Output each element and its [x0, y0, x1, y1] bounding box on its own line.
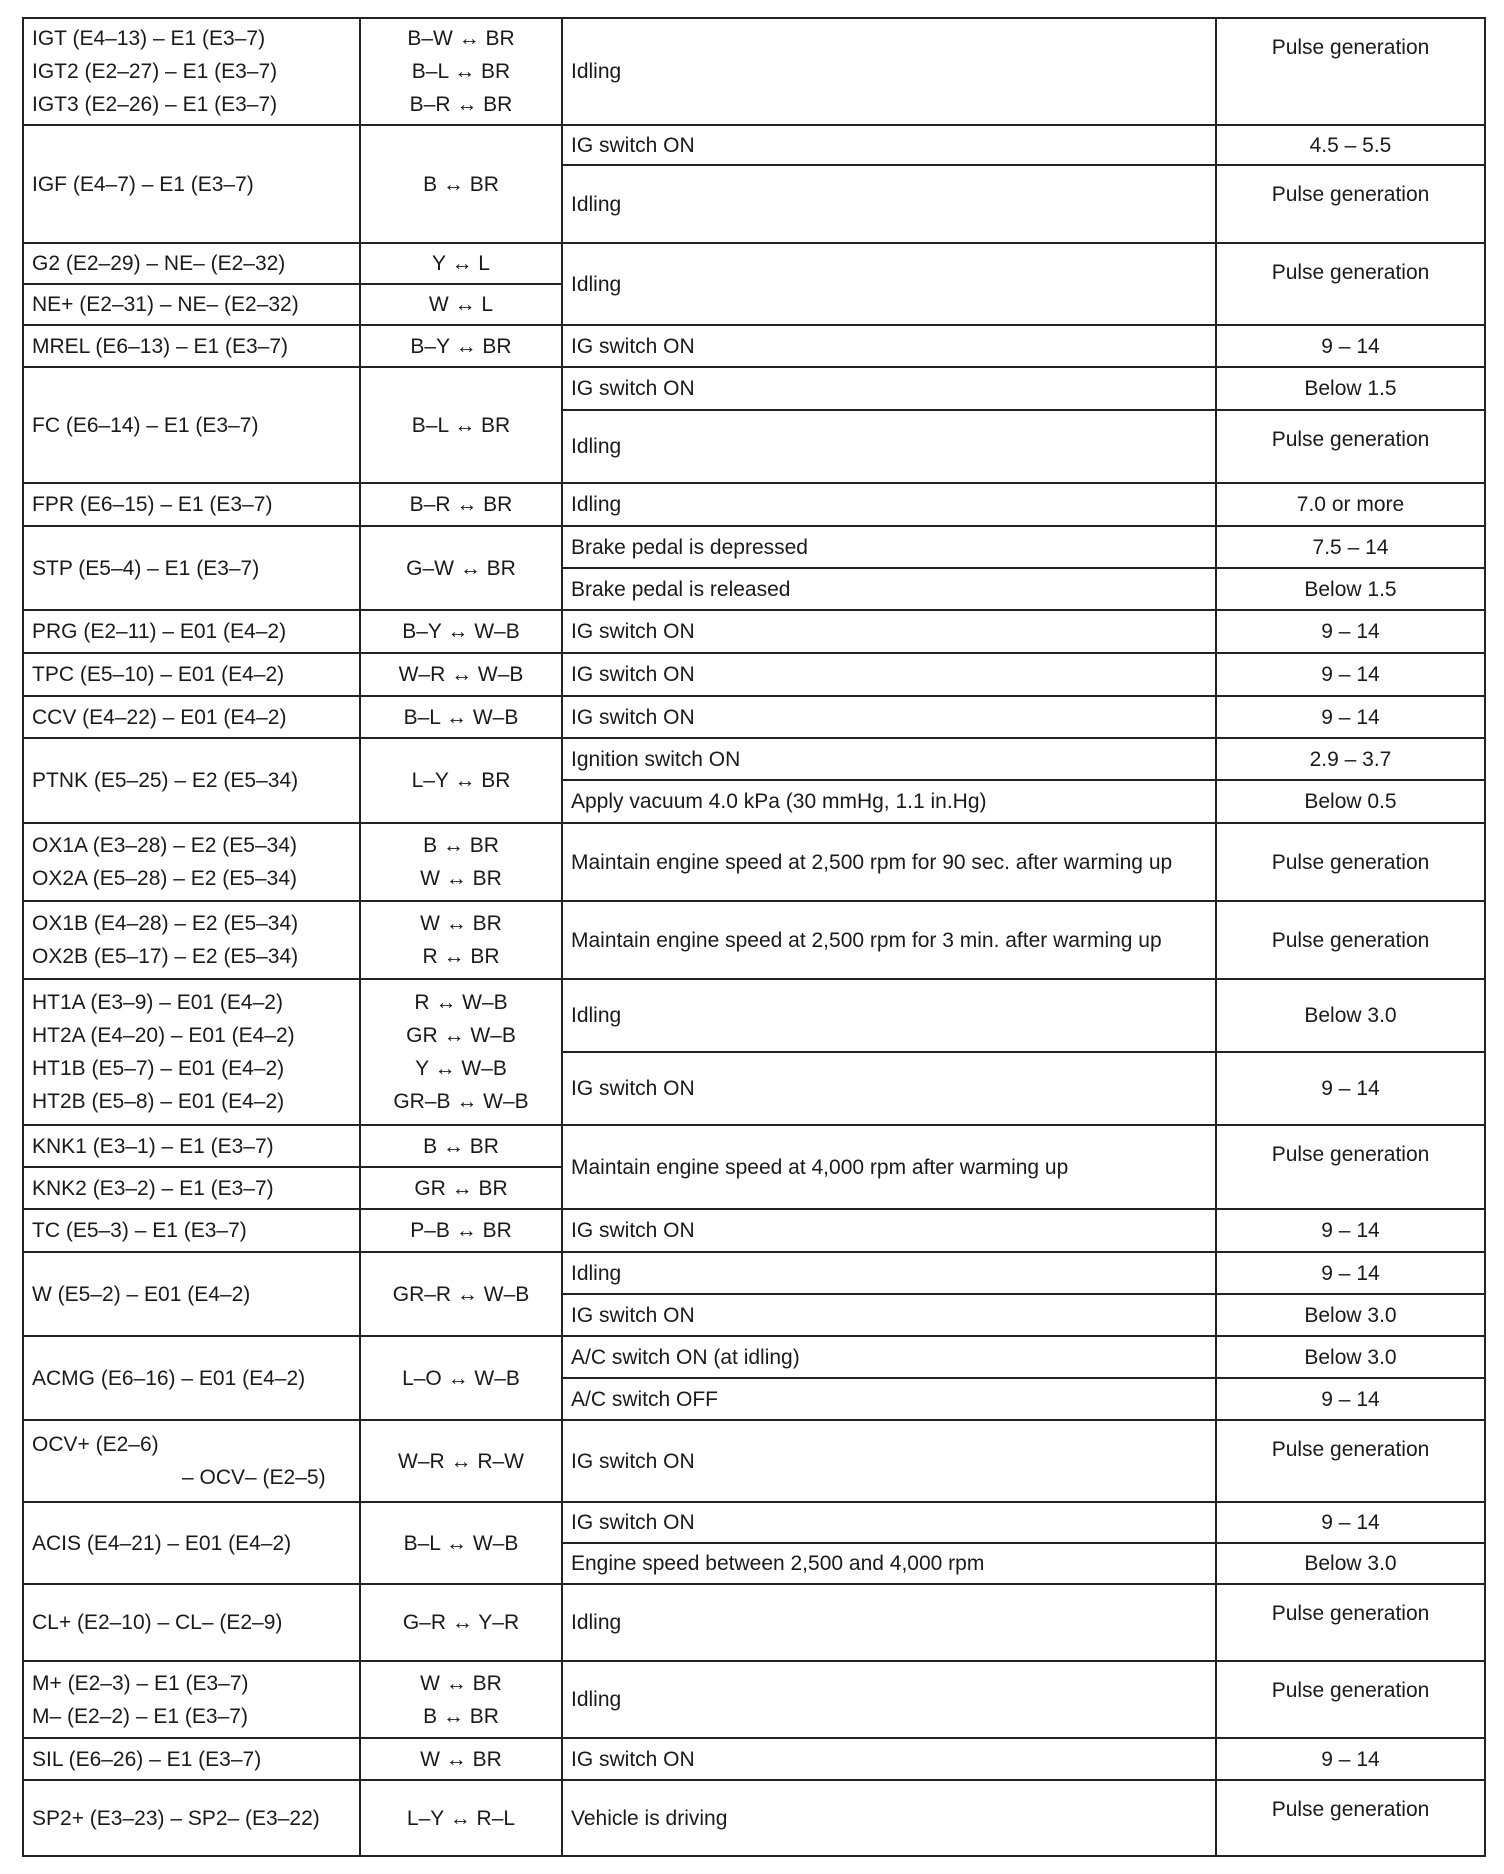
condition-cell: Engine speed between 2,500 and 4,000 rpm: [562, 1543, 1216, 1584]
wiring-label: GR ↔ W–B: [406, 1024, 516, 1047]
wiring-cell: GR ↔ BR: [360, 1167, 562, 1209]
wiring-cell: W ↔ L: [360, 284, 562, 325]
terminal-cell: PRG (E2–11) – E01 (E4–2): [23, 610, 360, 653]
table-row: [23, 1738, 1485, 1780]
terminal-label: OX1B (E4–28) – E2 (E5–34): [32, 912, 299, 935]
table-row: [23, 325, 1485, 367]
specified-cell: Pulse generation: [1216, 1661, 1485, 1738]
terminal-cell: CCV (E4–22) – E01 (E4–2): [23, 696, 360, 738]
specified-cell: Pulse generation: [1216, 410, 1485, 483]
terminal-label: M– (E2–2) – E1 (E3–7): [32, 1704, 248, 1728]
condition-cell: Idling: [562, 18, 1216, 125]
specified-cell: Pulse generation: [1216, 18, 1485, 125]
table-row: [23, 653, 1485, 696]
wiring-cell: B–L ↔ BR: [360, 367, 562, 483]
table-row: [23, 610, 1485, 653]
terminal-cell: [23, 979, 360, 1125]
wiring-cell: L–O ↔ W–B: [360, 1336, 562, 1420]
terminal-cell: TC (E5–3) – E1 (E3–7): [23, 1209, 360, 1252]
specified-cell: 9 – 14: [1216, 1378, 1485, 1420]
terminal-label: OX2B (E5–17) – E2 (E5–34): [32, 945, 299, 968]
wiring-cell: G–W ↔ BR: [360, 526, 562, 610]
terminal-cell: STP (E5–4) – E1 (E3–7): [23, 526, 360, 610]
wiring-cell: [360, 1661, 562, 1738]
wiring-cell: [360, 823, 562, 901]
specified-cell: Pulse generation: [1216, 1780, 1485, 1856]
condition-cell: IG switch ON: [562, 1502, 1216, 1543]
terminal-cell: ACIS (E4–21) – E01 (E4–2): [23, 1502, 360, 1584]
table-row: [23, 1584, 1485, 1661]
table-row: [23, 1780, 1485, 1856]
terminal-label: OX2A (E5–28) – E2 (E5–34): [32, 867, 297, 890]
wiring-cell: B ↔ BR: [360, 1125, 562, 1167]
condition-cell: IG switch ON: [562, 1420, 1216, 1502]
specified-cell: Below 3.0: [1216, 979, 1485, 1052]
table-row: [23, 18, 1485, 125]
specified-cell: Pulse generation: [1216, 243, 1485, 325]
wiring-cell: B–R ↔ BR: [360, 483, 562, 526]
condition-cell: Brake pedal is released: [562, 568, 1216, 610]
wiring-label: W ↔ BR: [420, 1671, 502, 1695]
condition-cell: Ignition switch ON: [562, 738, 1216, 780]
terminal-cell: FC (E6–14) – E1 (E3–7): [23, 367, 360, 483]
specified-cell: Pulse generation: [1216, 165, 1485, 243]
wiring-label: R ↔ W–B: [414, 991, 508, 1014]
specified-cell: 9 – 14: [1216, 1252, 1485, 1294]
wiring-label: GR–B ↔ W–B: [393, 1090, 529, 1113]
condition-cell: Maintain engine speed at 4,000 rpm after warming up: [562, 1125, 1216, 1209]
specified-cell: 9 – 14: [1216, 1502, 1485, 1543]
specified-cell: Below 1.5: [1216, 568, 1485, 610]
condition-cell: Idling: [562, 243, 1216, 325]
wiring-label: B–W ↔ BR: [407, 27, 515, 50]
specified-cell: Below 3.0: [1216, 1294, 1485, 1336]
wiring-cell: W ↔ BR: [360, 1738, 562, 1780]
terminal-cell: [23, 1420, 360, 1502]
wiring-label: B–L ↔ BR: [411, 60, 511, 83]
specified-cell: Pulse generation: [1216, 1125, 1485, 1209]
table-row: [23, 483, 1485, 526]
specified-cell: 9 – 14: [1216, 325, 1485, 367]
specified-cell: 7.5 – 14: [1216, 526, 1485, 568]
wiring-cell: L–Y ↔ R–L: [360, 1780, 562, 1856]
specified-cell: 4.5 – 5.5: [1216, 125, 1485, 165]
condition-cell: Idling: [562, 1661, 1216, 1738]
specified-cell: Pulse generation: [1216, 1584, 1485, 1661]
specified-cell: 7.0 or more: [1216, 483, 1485, 526]
table-row: [23, 1252, 1485, 1294]
terminal-label: IGT2 (E2–27) – E1 (E3–7): [32, 60, 278, 83]
terminal-cell: [23, 901, 360, 979]
table-row: [23, 1336, 1485, 1378]
wiring-cell: L–Y ↔ BR: [360, 738, 562, 823]
condition-cell: Idling: [562, 165, 1216, 243]
terminal-label: – OCV– (E2–5): [182, 1466, 326, 1489]
table-row: [23, 738, 1485, 780]
table-row: [23, 901, 1485, 979]
condition-cell: IG switch ON: [562, 1209, 1216, 1252]
terminal-cell: [23, 823, 360, 901]
wiring-cell: [360, 901, 562, 979]
terminal-cell: TPC (E5–10) – E01 (E4–2): [23, 653, 360, 696]
wiring-label: R ↔ BR: [422, 945, 500, 968]
terminal-cell: [23, 18, 360, 125]
table-row: [23, 1125, 1485, 1167]
terminal-label: OX1A (E3–28) – E2 (E5–34): [32, 834, 297, 857]
wiring-label: Y ↔ W–B: [415, 1057, 507, 1080]
wiring-cell: B–L ↔ W–B: [360, 696, 562, 738]
terminal-cell: SP2+ (E3–23) – SP2– (E3–22): [23, 1780, 360, 1856]
wiring-cell: G–R ↔ Y–R: [360, 1584, 562, 1661]
specified-cell: Below 1.5: [1216, 367, 1485, 410]
specified-cell: Pulse generation: [1216, 1420, 1485, 1502]
table-row: [23, 696, 1485, 738]
wiring-cell: [360, 18, 562, 125]
terminal-cell: G2 (E2–29) – NE– (E2–32): [23, 243, 360, 284]
condition-cell: IG switch ON: [562, 1052, 1216, 1125]
specified-cell: Pulse generation: [1216, 901, 1485, 979]
specified-cell: 9 – 14: [1216, 610, 1485, 653]
terminal-label: HT1B (E5–7) – E01 (E4–2): [32, 1057, 285, 1080]
terminal-label: HT1A (E3–9) – E01 (E4–2): [32, 991, 283, 1014]
terminal-cell: PTNK (E5–25) – E2 (E5–34): [23, 738, 360, 823]
condition-cell: IG switch ON: [562, 696, 1216, 738]
table-row: [23, 125, 1485, 165]
specified-cell: 9 – 14: [1216, 1738, 1485, 1780]
condition-cell: Idling: [562, 1584, 1216, 1661]
table-row: [23, 526, 1485, 568]
condition-cell: IG switch ON: [562, 610, 1216, 653]
table-row: [23, 979, 1485, 1052]
condition-cell: IG switch ON: [562, 125, 1216, 165]
condition-cell: IG switch ON: [562, 1294, 1216, 1336]
wiring-cell: B ↔ BR: [360, 125, 562, 243]
terminal-cell: CL+ (E2–10) – CL– (E2–9): [23, 1584, 360, 1661]
terminal-cell: IGF (E4–7) – E1 (E3–7): [23, 125, 360, 243]
terminal-cell: KNK1 (E3–1) – E1 (E3–7): [23, 1125, 360, 1167]
wiring-cell: B–Y ↔ BR: [360, 325, 562, 367]
table-row: [23, 1502, 1485, 1543]
terminal-cell: SIL (E6–26) – E1 (E3–7): [23, 1738, 360, 1780]
condition-cell: A/C switch ON (at idling): [562, 1336, 1216, 1378]
specified-cell: Below 3.0: [1216, 1543, 1485, 1584]
terminal-label: IGT (E4–13) – E1 (E3–7): [32, 27, 266, 50]
wiring-label: B ↔ BR: [423, 1704, 499, 1728]
condition-cell: IG switch ON: [562, 325, 1216, 367]
table-row: [23, 243, 1485, 284]
condition-cell: Idling: [562, 1252, 1216, 1294]
condition-cell: A/C switch OFF: [562, 1378, 1216, 1420]
table-row: [23, 1420, 1485, 1502]
table-row: [23, 823, 1485, 901]
specified-cell: Below 0.5: [1216, 780, 1485, 823]
wiring-cell: GR–R ↔ W–B: [360, 1252, 562, 1336]
terminal-cell: KNK2 (E3–2) – E1 (E3–7): [23, 1167, 360, 1209]
ecu-terminal-table: [22, 17, 1486, 1857]
condition-cell: Idling: [562, 483, 1216, 526]
terminal-cell: W (E5–2) – E01 (E4–2): [23, 1252, 360, 1336]
terminal-label: IGT3 (E2–26) – E1 (E3–7): [32, 93, 278, 116]
terminal-cell: ACMG (E6–16) – E01 (E4–2): [23, 1336, 360, 1420]
specified-cell: 9 – 14: [1216, 653, 1485, 696]
terminal-label: HT2B (E5–8) – E01 (E4–2): [32, 1090, 285, 1113]
terminal-cell: NE+ (E2–31) – NE– (E2–32): [23, 284, 360, 325]
specified-cell: 2.9 – 3.7: [1216, 738, 1485, 780]
wiring-cell: P–B ↔ BR: [360, 1209, 562, 1252]
condition-cell: Apply vacuum 4.0 kPa (30 mmHg, 1.1 in.Hg): [562, 780, 1216, 823]
wiring-cell: W–R ↔ R–W: [360, 1420, 562, 1502]
terminal-cell: MREL (E6–13) – E1 (E3–7): [23, 325, 360, 367]
table-row: [23, 1661, 1485, 1738]
wiring-cell: B–L ↔ W–B: [360, 1502, 562, 1584]
specified-cell: Pulse generation: [1216, 823, 1485, 901]
wiring-label: B–R ↔ BR: [409, 93, 513, 116]
terminal-cell: FPR (E6–15) – E1 (E3–7): [23, 483, 360, 526]
condition-cell: Brake pedal is depressed: [562, 526, 1216, 568]
terminal-label: HT2A (E4–20) – E01 (E4–2): [32, 1024, 295, 1047]
condition-cell: Idling: [562, 979, 1216, 1052]
table-row: [23, 367, 1485, 410]
condition-cell: IG switch ON: [562, 653, 1216, 696]
condition-cell: Maintain engine speed at 2,500 rpm for 3 min. after warming up: [562, 901, 1216, 979]
condition-cell: Vehicle is driving: [562, 1780, 1216, 1856]
condition-cell: Idling: [562, 410, 1216, 483]
wiring-cell: [360, 979, 562, 1125]
condition-cell: IG switch ON: [562, 367, 1216, 410]
wiring-label: W ↔ BR: [420, 867, 502, 890]
wiring-cell: B–Y ↔ W–B: [360, 610, 562, 653]
condition-cell: IG switch ON: [562, 1738, 1216, 1780]
condition-cell: Maintain engine speed at 2,500 rpm for 90 sec. after warming up: [562, 823, 1216, 901]
wiring-cell: Y ↔ L: [360, 243, 562, 284]
specified-cell: 9 – 14: [1216, 1052, 1485, 1125]
terminal-label: M+ (E2–3) – E1 (E3–7): [32, 1671, 249, 1695]
specified-cell: 9 – 14: [1216, 1209, 1485, 1252]
specified-cell: Below 3.0: [1216, 1336, 1485, 1378]
specified-cell: 9 – 14: [1216, 696, 1485, 738]
wiring-cell: W–R ↔ W–B: [360, 653, 562, 696]
wiring-label: W ↔ BR: [420, 912, 502, 935]
terminal-label: OCV+ (E2–6): [32, 1433, 159, 1456]
wiring-label: B ↔ BR: [423, 834, 499, 857]
table-row: [23, 1209, 1485, 1252]
terminal-cell: [23, 1661, 360, 1738]
